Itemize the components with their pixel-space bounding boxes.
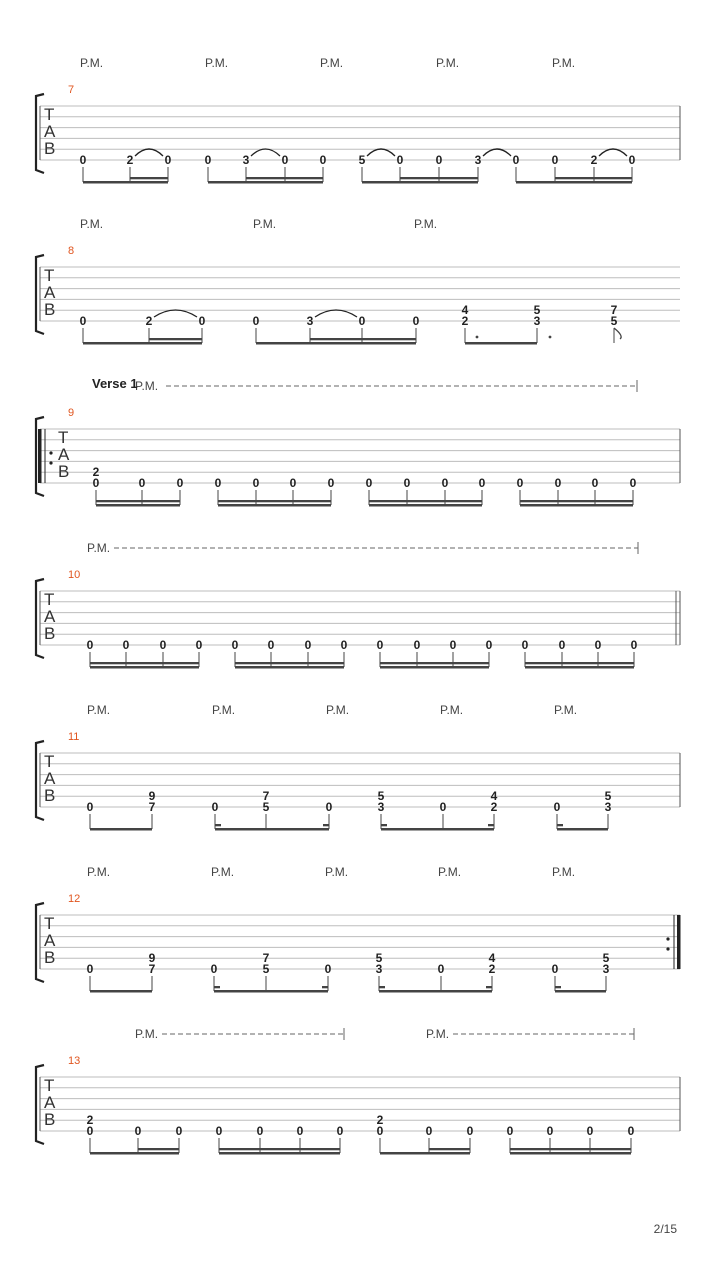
- tab-clef-letter: A: [44, 931, 56, 950]
- beam: [510, 1152, 631, 1155]
- tab-clef-letter: B: [44, 139, 56, 158]
- beam: [465, 342, 537, 345]
- tie-arc: [599, 149, 627, 156]
- beam: [557, 828, 608, 831]
- fret-number: 0: [211, 800, 219, 814]
- fret-number: 0: [336, 1124, 344, 1138]
- fret-number: 0: [267, 638, 275, 652]
- fret-number: 3: [306, 314, 314, 328]
- fret-number: 0: [252, 476, 260, 490]
- tie-arc: [483, 149, 511, 156]
- tab-clef-letter: B: [44, 624, 56, 643]
- palm-mute-mark: P.M.: [438, 865, 462, 879]
- fret-number: 0: [256, 1124, 264, 1138]
- measure-number: 8: [68, 245, 75, 257]
- fret-number: 0: [516, 476, 524, 490]
- beam: [362, 181, 478, 184]
- palm-mute-mark: P.M.: [414, 217, 438, 231]
- fret-number: 0: [630, 638, 638, 652]
- fret-number: 0: [340, 638, 348, 652]
- secondary-beam: [555, 177, 632, 179]
- secondary-beam: [510, 1148, 631, 1150]
- fret-number: 0: [376, 638, 384, 652]
- palm-mute-mark: P.M.: [552, 56, 576, 70]
- fret-number: 0: [586, 1124, 594, 1138]
- fret-number: 5: [602, 951, 610, 966]
- secondary-beam: [310, 338, 416, 340]
- fret-number: 7: [262, 789, 270, 804]
- fret-number: 0: [159, 638, 167, 652]
- fret-number: 0: [439, 800, 447, 814]
- fret-number: 0: [441, 476, 449, 490]
- beam: [379, 990, 492, 993]
- fret-number: 2: [376, 1113, 384, 1128]
- measure-number: 7: [68, 84, 75, 96]
- beam: [235, 666, 344, 669]
- fret-number: 0: [627, 1124, 635, 1138]
- fret-number: 5: [262, 962, 270, 976]
- tab-clef-letter: B: [44, 300, 56, 319]
- tab-clef-letter: T: [58, 428, 69, 447]
- fret-number: 5: [610, 314, 618, 328]
- beam: [381, 828, 494, 831]
- secondary-beam: [96, 500, 180, 502]
- fret-number: 0: [546, 1124, 554, 1138]
- palm-mute-mark: P.M.: [135, 1027, 159, 1041]
- beam: [256, 342, 416, 345]
- palm-mute-mark: P.M.: [253, 217, 277, 231]
- dot: [476, 336, 479, 339]
- palm-mute-mark: P.M.: [87, 703, 111, 717]
- fret-number: 0: [553, 800, 561, 814]
- fret-number: 0: [86, 638, 94, 652]
- fret-number: 0: [175, 1124, 183, 1138]
- fret-number: 0: [210, 962, 218, 976]
- palm-mute-mark: P.M.: [212, 703, 236, 717]
- tab-clef-letter: A: [58, 445, 70, 464]
- tab-clef-letter: A: [44, 283, 56, 302]
- fret-number: 0: [325, 800, 333, 814]
- repeat-dot: [666, 937, 669, 940]
- section-label: Verse 1: [92, 376, 138, 391]
- fret-number: 0: [435, 153, 443, 167]
- fret-number: 2: [86, 1113, 94, 1128]
- palm-mute-mark: P.M.: [87, 541, 111, 555]
- beam: [520, 504, 633, 507]
- palm-mute-mark: P.M.: [325, 865, 349, 879]
- fret-number: 4: [488, 951, 496, 966]
- secondary-beam: [218, 500, 331, 502]
- fret-number: 4: [490, 789, 498, 804]
- secondary-beam: [520, 500, 633, 502]
- fret-number: 0: [138, 476, 146, 490]
- tie-arc: [251, 149, 280, 156]
- fret-number: 3: [533, 314, 541, 328]
- palm-mute-mark: P.M.: [80, 56, 104, 70]
- tab-clef-letter: A: [44, 769, 56, 788]
- fret-number: 0: [629, 476, 637, 490]
- secondary-beam: [90, 662, 199, 664]
- tie-arc: [315, 310, 357, 317]
- secondary-beam: [400, 177, 478, 179]
- beam: [90, 990, 152, 993]
- fret-number: 3: [375, 962, 383, 976]
- secondary-beam: [130, 177, 168, 179]
- fret-number: 5: [604, 789, 612, 804]
- tab-clef-letter: T: [44, 752, 55, 771]
- page-number: 2/15: [653, 1222, 677, 1236]
- fret-number: 0: [521, 638, 529, 652]
- tab-clef-letter: A: [44, 122, 56, 141]
- fret-number: 5: [358, 153, 366, 167]
- secondary-beam: [525, 662, 634, 664]
- fret-number: 2: [490, 800, 498, 814]
- measure-number: 10: [68, 569, 81, 581]
- palm-mute-mark: P.M.: [436, 56, 460, 70]
- beam: [214, 990, 328, 993]
- tab-clef-letter: A: [44, 1093, 56, 1112]
- fret-number: 5: [262, 800, 270, 814]
- fret-number: 3: [377, 800, 385, 814]
- measure-number: 11: [68, 731, 80, 743]
- fret-number: 2: [126, 153, 134, 167]
- fret-number: 0: [327, 476, 335, 490]
- secondary-beam: [219, 1148, 340, 1150]
- tab-clef-letter: T: [44, 590, 55, 609]
- fret-number: 7: [148, 800, 156, 814]
- fret-number: 0: [79, 153, 87, 167]
- beam: [96, 504, 180, 507]
- tab-clef-letter: T: [44, 266, 55, 285]
- fret-number: 0: [198, 314, 206, 328]
- fret-number: 7: [610, 303, 618, 318]
- fret-number: 0: [86, 962, 94, 976]
- measure-number: 12: [68, 893, 81, 905]
- beam: [83, 342, 202, 345]
- fret-number: 0: [195, 638, 203, 652]
- beam: [516, 181, 632, 184]
- palm-mute-mark: P.M.: [440, 703, 464, 717]
- tie-arc: [154, 310, 197, 317]
- fret-number: 2: [461, 314, 469, 328]
- fret-number: 0: [466, 1124, 474, 1138]
- palm-mute-mark: P.M.: [135, 379, 159, 393]
- beam-stub: [555, 986, 561, 988]
- beam-stub: [381, 824, 387, 826]
- tab-clef-letter: T: [44, 1076, 55, 1095]
- tab-clef-letter: A: [44, 607, 56, 626]
- fret-number: 0: [558, 638, 566, 652]
- tab-clef-letter: B: [44, 1110, 56, 1129]
- fret-number: 2: [145, 314, 153, 328]
- fret-number: 0: [551, 962, 559, 976]
- palm-mute-mark: P.M.: [320, 56, 344, 70]
- fret-number: 0: [304, 638, 312, 652]
- measure-number: 9: [68, 407, 75, 419]
- fret-number: 0: [551, 153, 559, 167]
- fret-number: 9: [148, 789, 156, 804]
- beam: [90, 666, 199, 669]
- tab-clef-letter: T: [44, 914, 55, 933]
- secondary-beam: [246, 177, 323, 179]
- palm-mute-mark: P.M.: [211, 865, 235, 879]
- fret-number: 0: [214, 476, 222, 490]
- palm-mute-mark: P.M.: [80, 217, 104, 231]
- fret-number: 0: [252, 314, 260, 328]
- fret-number: 0: [319, 153, 327, 167]
- fret-number: 7: [262, 951, 270, 966]
- beam: [208, 181, 323, 184]
- beam: [369, 504, 482, 507]
- beam: [219, 1152, 340, 1155]
- fret-number: 2: [590, 153, 598, 167]
- repeat-end-thick-bar: [677, 915, 681, 969]
- repeat-dot: [49, 451, 52, 454]
- fret-number: 0: [176, 476, 184, 490]
- fret-number: 0: [215, 1124, 223, 1138]
- palm-mute-mark: P.M.: [554, 703, 578, 717]
- fret-number: 0: [204, 153, 212, 167]
- fret-number: 0: [449, 638, 457, 652]
- beam: [218, 504, 331, 507]
- fret-number: 0: [164, 153, 172, 167]
- fret-number: 0: [594, 638, 602, 652]
- fret-number: 0: [79, 314, 87, 328]
- beam-stub: [486, 986, 492, 988]
- secondary-beam: [149, 338, 202, 340]
- fret-number: 7: [148, 962, 156, 976]
- fret-number: 5: [533, 303, 541, 318]
- fret-number: 4: [461, 303, 469, 318]
- fret-number: 0: [86, 800, 94, 814]
- secondary-beam: [369, 500, 482, 502]
- fret-number: 3: [242, 153, 250, 167]
- beam-stub: [379, 986, 385, 988]
- fret-number: 0: [231, 638, 239, 652]
- fret-number: 0: [281, 153, 289, 167]
- fret-number: 0: [591, 476, 599, 490]
- tab-clef-letter: B: [44, 786, 56, 805]
- fret-number: 0: [396, 153, 404, 167]
- repeat-start-thick-bar: [38, 429, 42, 483]
- beam: [90, 1152, 179, 1155]
- fret-number: 0: [289, 476, 297, 490]
- fret-number: 0: [376, 1124, 384, 1138]
- fret-number: 2: [92, 465, 100, 480]
- fret-number: 3: [602, 962, 610, 976]
- beam: [90, 828, 152, 831]
- tab-clef-letter: B: [58, 462, 70, 481]
- beam-stub: [215, 824, 221, 826]
- secondary-beam: [235, 662, 344, 664]
- fret-number: 0: [122, 638, 130, 652]
- fret-number: 0: [403, 476, 411, 490]
- palm-mute-mark: P.M.: [552, 865, 576, 879]
- fret-number: 0: [412, 314, 420, 328]
- secondary-beam: [429, 1148, 470, 1150]
- fret-number: 0: [365, 476, 373, 490]
- note-flag: [614, 328, 621, 339]
- beam-stub: [323, 824, 329, 826]
- fret-number: 0: [485, 638, 493, 652]
- beam-stub: [557, 824, 563, 826]
- tab-clef-letter: T: [44, 105, 55, 124]
- fret-number: 0: [413, 638, 421, 652]
- fret-number: 9: [148, 951, 156, 966]
- fret-number: 0: [506, 1124, 514, 1138]
- fret-number: 0: [512, 153, 520, 167]
- beam: [380, 666, 489, 669]
- tab-clef-letter: B: [44, 948, 56, 967]
- tie-arc: [135, 149, 163, 156]
- beam: [83, 181, 168, 184]
- beam-stub: [322, 986, 328, 988]
- fret-number: 3: [604, 800, 612, 814]
- fret-number: 0: [478, 476, 486, 490]
- secondary-beam: [380, 662, 489, 664]
- fret-number: 0: [324, 962, 332, 976]
- fret-number: 0: [134, 1124, 142, 1138]
- beam: [380, 1152, 470, 1155]
- fret-number: 0: [358, 314, 366, 328]
- beam: [525, 666, 634, 669]
- fret-number: 2: [488, 962, 496, 976]
- beam-stub: [214, 986, 220, 988]
- palm-mute-mark: P.M.: [426, 1027, 450, 1041]
- fret-number: 3: [474, 153, 482, 167]
- fret-number: 0: [92, 476, 100, 490]
- repeat-dot: [666, 947, 669, 950]
- repeat-dot: [49, 461, 52, 464]
- fret-number: 0: [554, 476, 562, 490]
- beam: [215, 828, 329, 831]
- fret-number: 0: [628, 153, 636, 167]
- fret-number: 0: [437, 962, 445, 976]
- beam-stub: [488, 824, 494, 826]
- dot: [549, 336, 552, 339]
- beam: [555, 990, 606, 993]
- secondary-beam: [138, 1148, 179, 1150]
- fret-number: 0: [86, 1124, 94, 1138]
- palm-mute-mark: P.M.: [87, 865, 111, 879]
- measure-number: 13: [68, 1055, 81, 1067]
- fret-number: 0: [296, 1124, 304, 1138]
- fret-number: 5: [375, 951, 383, 966]
- fret-number: 5: [377, 789, 385, 804]
- fret-number: 0: [425, 1124, 433, 1138]
- tie-arc: [367, 149, 395, 156]
- palm-mute-mark: P.M.: [205, 56, 229, 70]
- palm-mute-mark: P.M.: [326, 703, 350, 717]
